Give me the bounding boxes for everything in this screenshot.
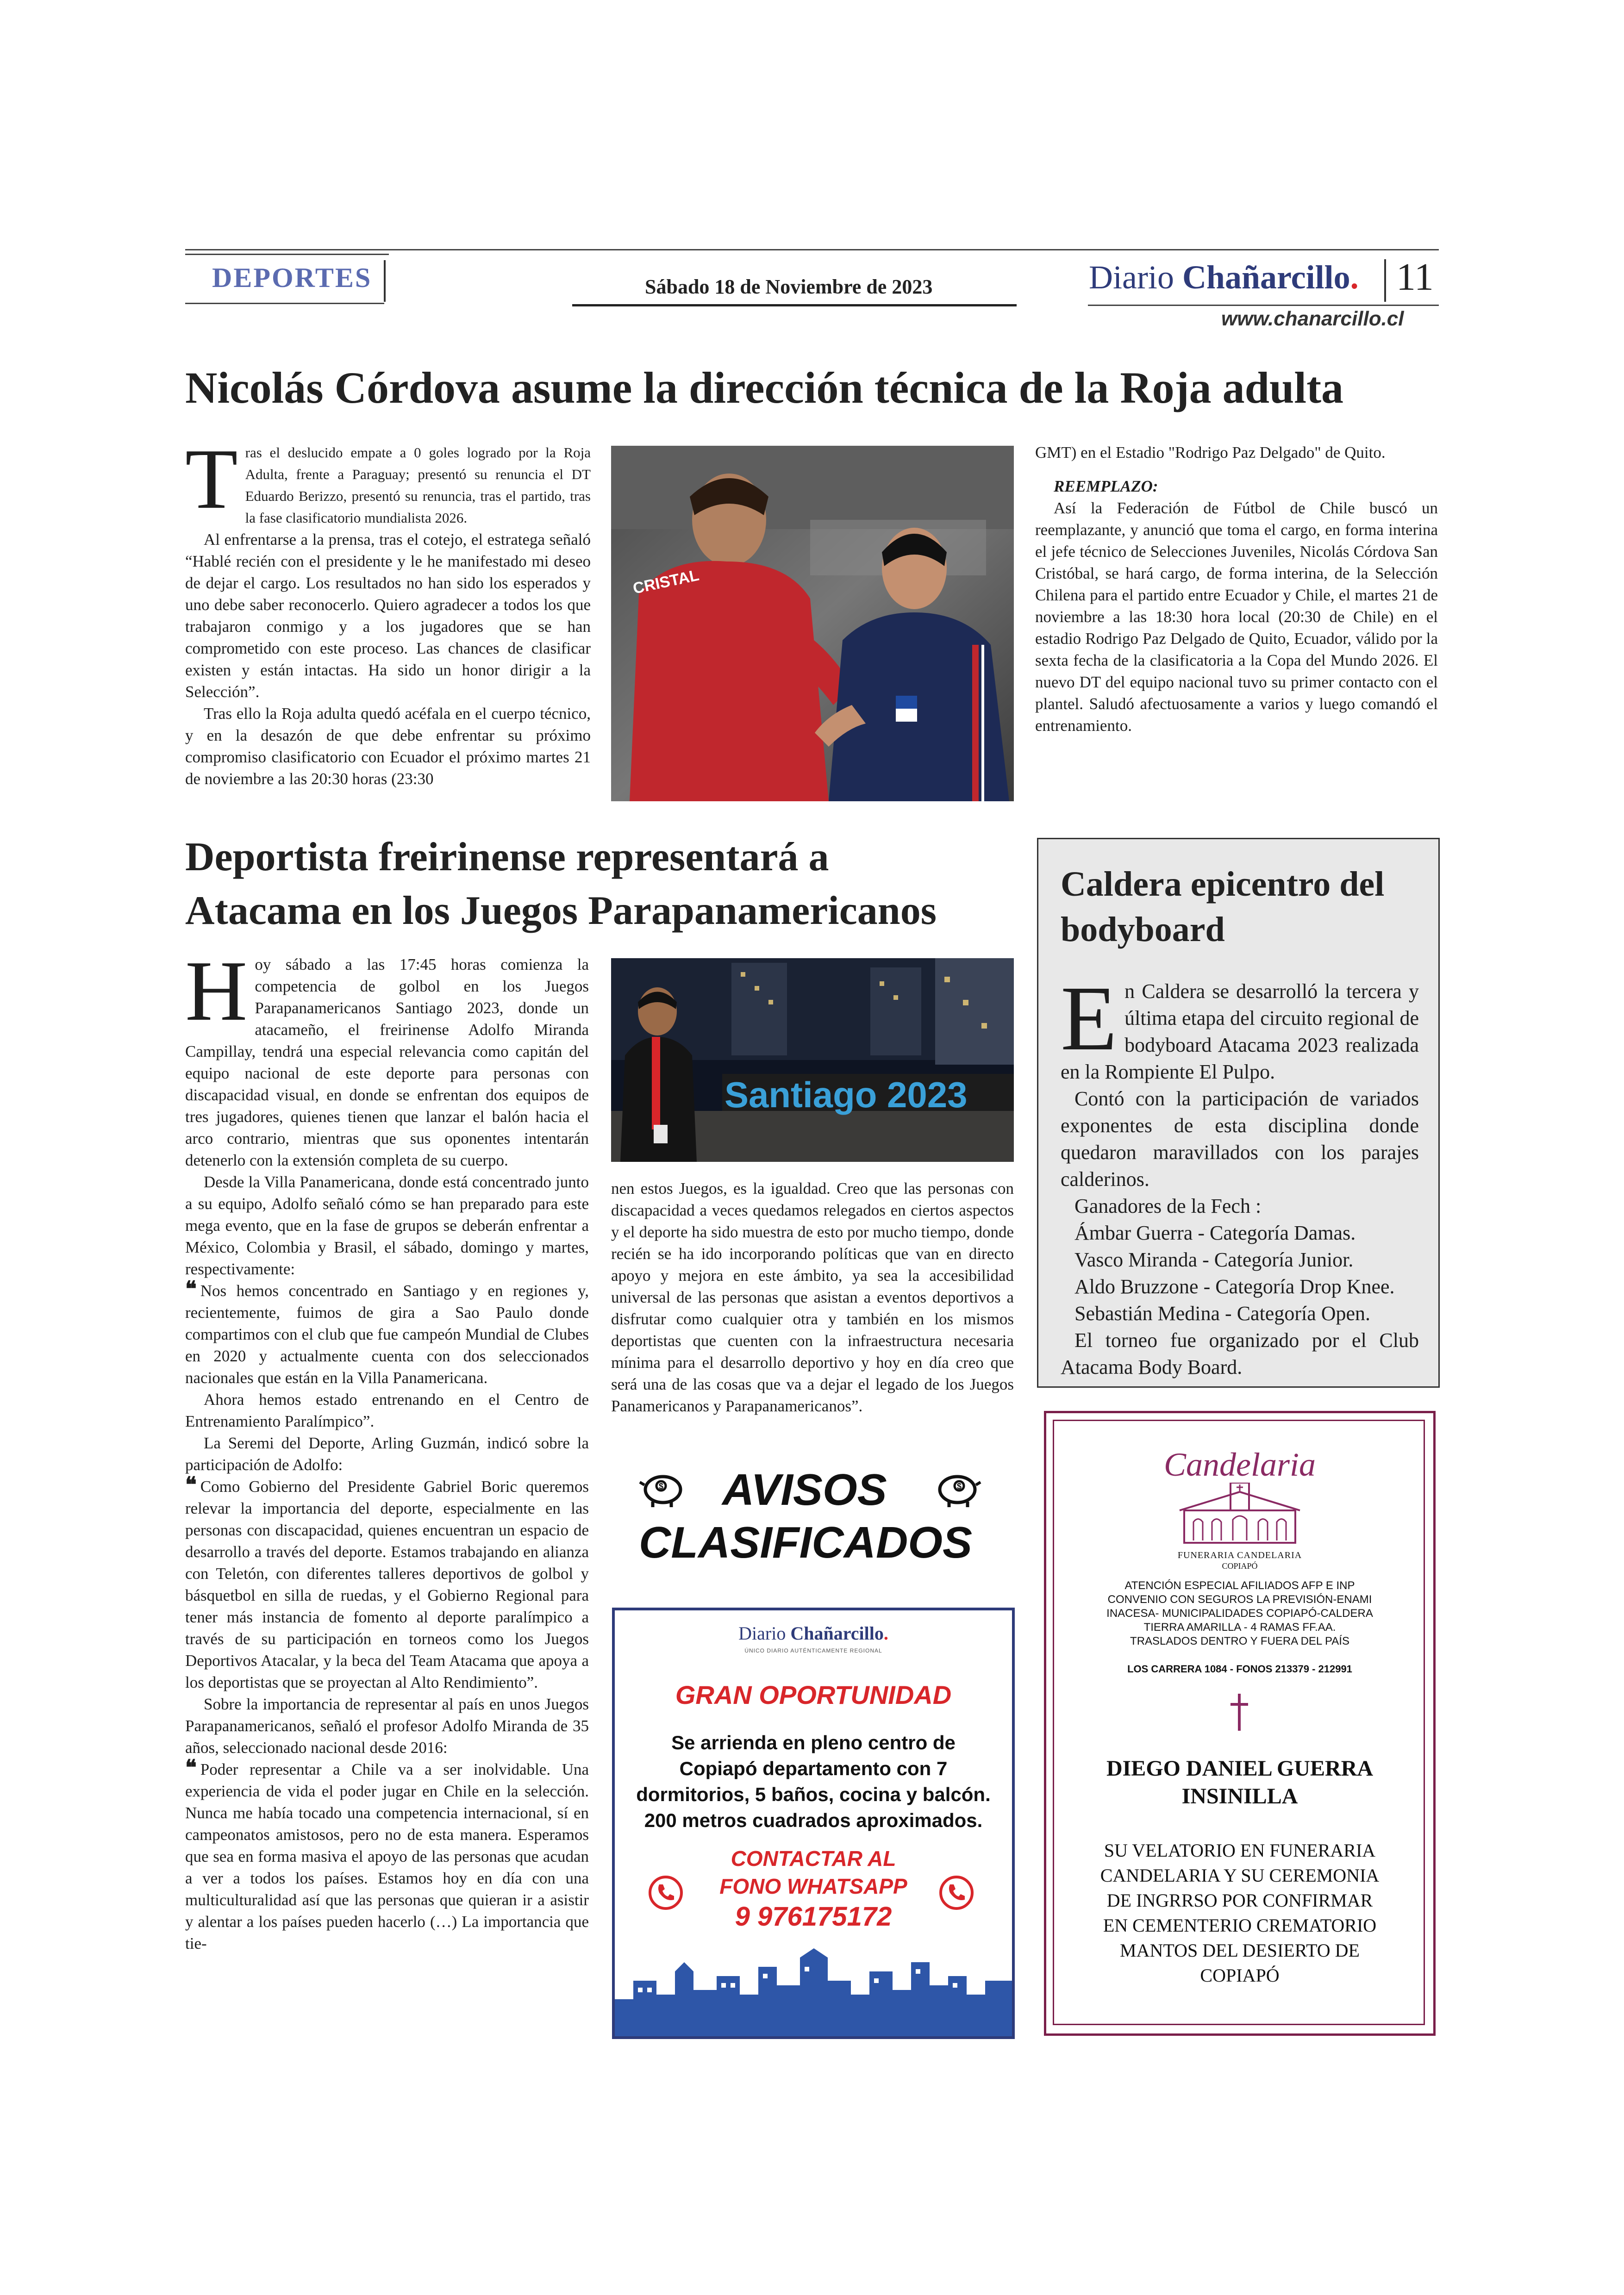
rent-ad-brand <box>615 1622 1012 1644</box>
article2-col2 <box>611 1178 1014 1417</box>
date-underline <box>572 304 1017 306</box>
winner-item: Vasco Miranda - Categoría Junior. <box>1074 1248 1354 1271</box>
deceased-name <box>1046 1755 1433 1810</box>
article2-paragraph: Desde la Villa Panamericana, donde está concentrado junto a su equipo, Adolfo señaló cómo se han preparado para este mega evento, que en la fase de grupos se deberán enfrentar a México, Colombia y Brasil, el sábado, domingo y martes, respectivamente: <box>185 1173 589 1278</box>
funeral-logo-text: Candelaria <box>1163 1446 1316 1483</box>
header-top-rule <box>185 249 1439 250</box>
funeral-notice-line: DE INGRRSO POR CONFIRMAR <box>1106 1890 1373 1911</box>
article2-paragraph: La Seremi del Deporte, Arling Guzmán, indicó sobre la participación de Adolfo: <box>185 1434 589 1474</box>
rent-ad-body <box>615 1730 1012 1834</box>
rent-ad-body-line: dormitorios, 5 baños, cocina y balcón. <box>636 1784 991 1805</box>
article1-paragraph: Tras ello la Roja adulta quedó acéfala en el cuerpo técnico, y en la desazón de que debe enfrentar su próximo compromiso clasificatorio con Ecuador el próximo martes 21 de noviembre a las 20:30 horas (23:30 <box>185 705 591 788</box>
piggy-bank-icon <box>935 1466 981 1508</box>
article2-quote <box>185 1277 589 1389</box>
header-left-rule <box>185 254 389 255</box>
rent-ad-body-line: Copiapó departamento con 7 <box>679 1758 948 1779</box>
funeral-notice-line: EN CEMENTERIO CREMATORIO <box>1103 1915 1377 1936</box>
cross-icon <box>1228 1694 1251 1731</box>
winner-item: Ámbar Guerra - Categoría Damas. <box>1074 1222 1356 1244</box>
caldera-box <box>1037 838 1440 1388</box>
brand-prefix: Diario <box>1089 259 1182 296</box>
article2-photo <box>611 958 1014 1162</box>
article2-quote <box>185 1756 589 1954</box>
funeral-info-line: CONVENIO CON SEGUROS LA PREVISIÓN-ENAMI <box>1107 1593 1372 1606</box>
article3-title <box>1061 861 1384 952</box>
funeral-address: LOS CARRERA 1084 - FONOS 213379 - 212991 <box>1127 1663 1352 1675</box>
funeral-name: FUNERARIA CANDELARIA <box>1177 1550 1302 1560</box>
article1-paragraph: Al enfrentarse a la prensa, tras el cotejo, el estratega señaló “Hablé recién con el presidente y le he manifestado mi deseo de dejar el cargo. Los resultados no han sido los esperados y uno debe saber reconocerlo. Quiero agradecer a todos los que trabajaron conmigo y a los jugadores que se han comprometido con este proceso. Las chances de clasificar existen y están intactas. Ha sido un honor dirigir a la Selección”. <box>185 530 591 701</box>
classifieds-title-line1: AVISOS <box>722 1465 887 1515</box>
article3-title-line1: Caldera epicentro del <box>1061 865 1385 904</box>
funeral-notice-line: SU VELATORIO EN FUNERARIA <box>1104 1840 1376 1861</box>
chapel-building-icon <box>1170 1483 1309 1547</box>
winner-item: Sebastián Medina - Categoría Open. <box>1074 1302 1371 1325</box>
article1-photo <box>611 446 1014 801</box>
rent-ad-cta-line: CONTACTAR AL <box>731 1846 896 1871</box>
funeral-info-line: TIERRA AMARILLA - 4 RAMAS FF.AA. <box>1143 1621 1336 1634</box>
article2-paragraph: Ahora hemos estado entrenando en el Centro de Entrenamiento Paralímpico”. <box>185 1391 589 1430</box>
city-skyline-illustration <box>615 1948 1012 2036</box>
quote-mark-icon: ❝ <box>185 1473 197 1497</box>
section-divider <box>384 260 386 302</box>
rent-ad-brand-name: Chañarcillo <box>790 1623 884 1644</box>
rent-ad <box>612 1608 1015 2039</box>
quote-text: Poder representar a Chile va a ser inolvidable. Una experiencia de vida el poder jugar en Chile en la selección. Nunca me había tocado una competencia internacional, sí en campeonatos amistosos, pero no de esta manera. Esperamos que sea en forma masiva el apoyo de las personas que acudan a ver a todos los países. Estamos hoy en día con una multiculturalidad así que las personas que quieran ir a asistir y alentar a los países pueden hacerlo (…) La importancia que tie- <box>185 1760 589 1952</box>
page-number-divider <box>1384 259 1386 302</box>
article2-paragraph: oy sábado a las 17:45 horas comienza la competencia de golbol en los Juegos Parapanamericanos Santiago 2023, donde un atacameño, el freirinense Adolfo Miranda Campillay, tendrá una especial relevancia como capitán del equipo nacional de este deporte para personas con discapacidad visual, en donde se enfrentan dos equipos de tres jugadores, quienes tienen que lanzar el balón hacia el arco contrario, mientras que sus oponentes intentarán detenerlo con la extensión completa de su cuerpo. <box>185 955 589 1169</box>
deceased-name-line: DIEGO DANIEL GUERRA <box>1106 1756 1374 1781</box>
rent-ad-brand-prefix: Diario <box>738 1623 791 1644</box>
funeral-info-line: ATENCIÓN ESPECIAL AFILIADOS AFP E INP <box>1124 1579 1355 1592</box>
article3-body <box>1061 967 1419 1381</box>
quote-mark-icon: ❝ <box>185 1756 197 1779</box>
rent-ad-body-line: 200 metros cuadrados aproximados. <box>644 1809 983 1831</box>
funeral-city: COPIAPÓ <box>1222 1561 1258 1571</box>
article3-dropcap: E <box>1061 967 1118 1070</box>
winners-title: Ganadores de la Fech : <box>1074 1195 1262 1217</box>
rent-ad-body-line: Se arrienda en pleno centro de <box>671 1732 956 1753</box>
article1-col2-lead: GMT) en el Estadio "Rodrigo Paz Delgado" de Quito. <box>1035 443 1386 461</box>
article1-dropcap: T <box>185 431 238 527</box>
brand-name: Chañarcillo <box>1182 259 1350 296</box>
article2-quote <box>185 1473 589 1693</box>
funeral-info <box>1046 1579 1433 1648</box>
quote-text: Nos hemos concentrado en Santiago y en regiones y, recientemente, fuimos de gira a Sao Paulo donde compartimos con el club que fue campeón Mundial de Clubes en 2020 y actualmente cuenta con dos seleccionados nacionales que están en la Villa Panamericana. <box>185 1282 589 1387</box>
website-link[interactable]: www.chanarcillo.cl <box>1221 307 1404 330</box>
obituary-box <box>1044 1411 1436 2036</box>
brand-logo <box>1089 258 1359 297</box>
winner-item: Aldo Bruzzone - Categoría Drop Knee. <box>1074 1275 1395 1298</box>
photo-athlete-santiago-sign <box>611 958 1014 1162</box>
classifieds-banner <box>639 1466 991 1573</box>
article3-lead: n Caldera se desarrolló la tercera y última etapa del circuito regional de bodyboard Atacama 2023 realizada en la Rompiente El Pulpo. <box>1061 980 1419 1083</box>
rent-ad-phone[interactable]: 9 976175172 <box>735 1902 892 1932</box>
santiago-sign-text: Santiago 2023 <box>725 1074 968 1115</box>
section-label: DEPORTES <box>212 262 372 293</box>
funeral-notice <box>1046 1838 1433 1988</box>
header-left-bottom-rule <box>185 303 384 304</box>
article1-col2 <box>1035 442 1438 736</box>
classifieds-title-line2: CLASIFICADOS <box>639 1518 972 1567</box>
article1-paragraph: ras el deslucido empate a 0 goles logrado por la Roja Adulta, frente a Paraguay; presentó su renuncia el DT Eduardo Berizzo, presentó su renuncia, tras el partido, tras la fase clasificatorio mundialista 2026. <box>245 444 591 526</box>
rent-ad-headline: GRAN OPORTUNIDAD <box>675 1680 952 1709</box>
article2-dropcap: H <box>185 943 248 1039</box>
jersey-sponsor-text: CRISTAL <box>631 566 701 598</box>
article3-closing: El torneo fue organizado por el Club Atacama Body Board. <box>1061 1329 1419 1378</box>
article1-subhead: REEMPLAZO: <box>1054 477 1158 495</box>
article2-paragraph: nen estos Juegos, es la igualdad. Creo que las personas con discapacidad a veces quedamos relegados en ciertos aspectos y el deporte ha sido muestra de esto por mucho tiempo, donde recién se ha ido incorporando políticas que van en directo apoyo y mejora en este ámbito, ya sea la accesibilidad universal de las personas que asistan a eventos deportivos a disfrutar como cualquier otra y también en los mismos deportistas que cuenten con la infraestructura necesaria mínima para el desarrollo deportivo y hoy en día creo que será una de las cosas que va a dejar el legado de los Juegos Panamericanos y Parapanamericanos”. <box>611 1179 1014 1415</box>
quote-text: Como Gobierno del Presidente Gabriel Boric queremos relevar la importancia del deporte, especialmente en las personas con discapacidad, quienes encuentran un espacio de desarrollo a través del deporte. Estamos trabajando en alianza con Teletón, con diferentes talleres deportivos de golbol y básquetbol en silla de ruedas, y el Gobierno Regional para tener más instancia de fomento al deporte paralímpico a través de su participación en torneos como los Juegos Deportivos Atacalar, y la beca del Team Atacama que apoya a los deportistas que se proyectan al Alto Rendimiento”. <box>185 1478 589 1691</box>
funeral-notice-line: MANTOS DEL DESIERTO DE <box>1120 1940 1360 1961</box>
article3-title-line2: bodyboard <box>1061 910 1225 949</box>
brand-underline <box>1088 305 1439 306</box>
rent-ad-brand-dot: . <box>883 1623 888 1644</box>
phone-icon <box>938 1874 975 1911</box>
piggy-bank-icon <box>639 1466 685 1508</box>
article1-paragraph: Así la Federación de Fútbol de Chile buscó un reemplazante, y anunció que toma el cargo, en forma interina el jefe técnico de Selecciones Juveniles, Nicolás Córdova San Cristóbal, se hará cargo, de forma interina, de la Selección Chilena para el partido entre Ecuador y Chile, el martes 21 de noviembre a las 18:30 hora local (20:30 de Chile) en el estadio Rodrigo Paz Delgado de Quito, Ecuador, válido por la sexta fecha de la clasificatoria a la Copa del Mundo 2026. El nuevo DT del equipo nacional tuvo su primer contacto con el plantel. Saludó afectuosamente a varios y luego comandó el entrenamiento. <box>1035 499 1438 735</box>
funeral-info-line: TRASLADOS DENTRO Y FUERA DEL PAÍS <box>1130 1635 1349 1647</box>
deceased-name-line: INSINILLA <box>1181 1784 1298 1809</box>
article2-title-line1: Deportista freirinense representará a <box>185 835 829 879</box>
rent-ad-cta-line: FONO WHATSAPP <box>719 1874 907 1898</box>
funeral-notice-line: COPIAPÓ <box>1200 1965 1280 1986</box>
article2-title <box>185 830 937 938</box>
phone-icon <box>647 1874 684 1911</box>
funeral-info-line: INACESA- MUNICIPALIDADES COPIAPÓ-CALDERA <box>1106 1607 1373 1620</box>
article2-col1 <box>185 943 589 1954</box>
article3-paragraph: Contó con la participación de variados exponentes de esta disciplina donde quedaron maravillados con los parajes calderinos. <box>1061 1087 1419 1191</box>
svg-text:$: $ <box>957 1482 962 1491</box>
article1-title: Nicolás Córdova asume la dirección técnica de la Roja adulta <box>185 363 1344 412</box>
photo-coaches-greeting <box>611 446 1014 801</box>
funeral-notice-line: CANDELARIA Y SU CEREMONIA <box>1100 1865 1380 1886</box>
article2-paragraph: Sobre la importancia de representar al país en unos Juegos Parapanamericanos, señaló el profesor Adolfo Miranda de 35 años, seleccionado nacional desde 2016: <box>185 1695 589 1757</box>
article1-col1 <box>185 431 591 790</box>
page-number: 11 <box>1396 256 1434 299</box>
brand-dot: . <box>1350 259 1359 296</box>
quote-mark-icon: ❝ <box>185 1277 197 1301</box>
issue-date: Sábado 18 de Noviembre de 2023 <box>645 275 933 298</box>
rent-ad-tagline: ÚNICO DIARIO AUTÉNTICAMENTE REGIONAL <box>744 1647 882 1654</box>
svg-text:$: $ <box>659 1482 664 1491</box>
article2-title-line2: Atacama en los Juegos Parapanamericanos <box>185 888 937 933</box>
